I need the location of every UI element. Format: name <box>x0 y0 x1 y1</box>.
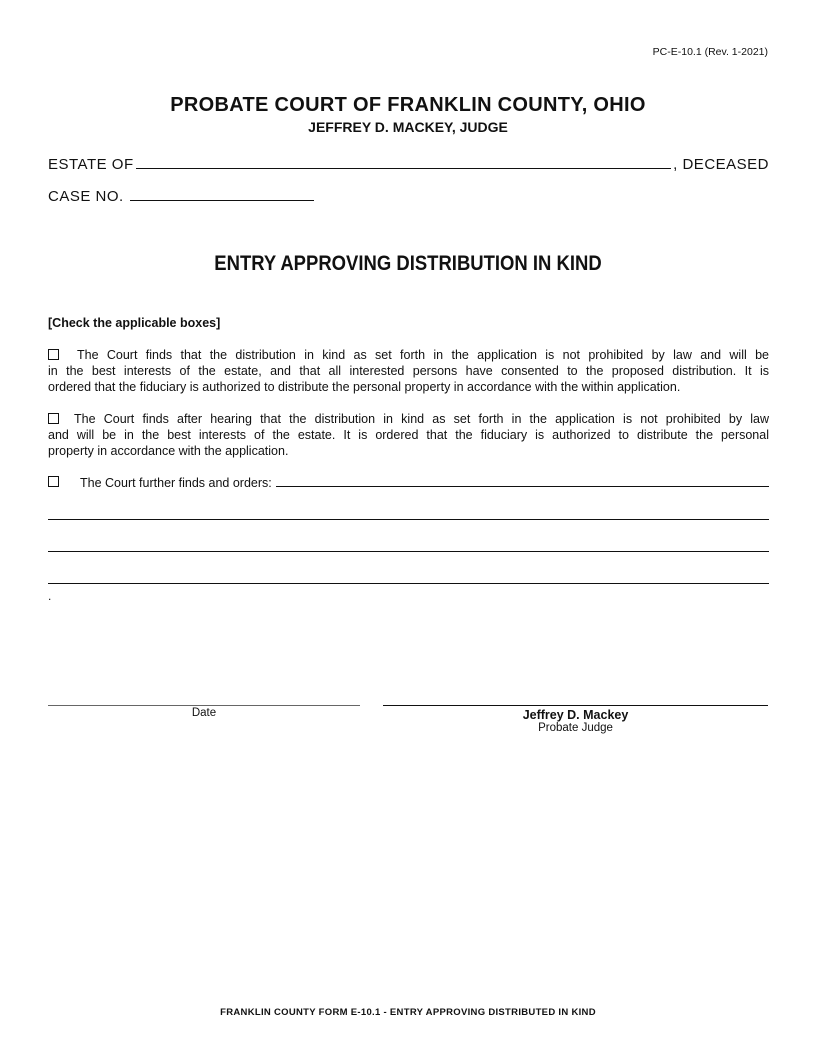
date-line[interactable] <box>48 705 360 706</box>
option-2-checkbox[interactable] <box>48 413 59 424</box>
case-row <box>48 186 314 205</box>
option-1 <box>48 347 769 395</box>
judge-signature-line[interactable] <box>383 705 768 706</box>
period: . <box>48 589 52 603</box>
instructions: [Check the applicable boxes] <box>48 316 221 330</box>
estate-name-field[interactable] <box>136 154 672 169</box>
option-3 <box>48 475 769 491</box>
option-2-line-2: and will be in the best interests of the estate. It is ordered that the fiduciary is authorized to distribute the personal <box>48 428 769 442</box>
estate-row <box>48 154 769 173</box>
option-1-checkbox[interactable] <box>48 349 59 360</box>
estate-label: ESTATE OF <box>48 156 134 173</box>
option-1-line-2: in the best interests of the estate, and that all interested persons have consented to the proposed distribution. It is <box>48 364 769 378</box>
further-orders-line-4[interactable] <box>48 583 769 584</box>
option-1-line-1: The Court finds that the distribution in kind as set forth in the application is not prohibited by law and will be <box>77 348 769 362</box>
court-name: PROBATE COURT OF FRANKLIN COUNTY, OHIO <box>170 94 646 116</box>
further-orders-line-3[interactable] <box>48 551 769 552</box>
option-1-line-3: ordered that the fiduciary is authorized to distribute the personal property in accordance with the within application. <box>48 380 681 394</box>
judge-name-header: JEFFREY D. MACKEY, JUDGE <box>308 119 508 135</box>
case-number-field[interactable] <box>130 186 314 201</box>
option-3-checkbox[interactable] <box>48 476 59 487</box>
footer: FRANKLIN COUNTY FORM E-10.1 - ENTRY APPROVING DISTRIBUTED IN KIND <box>220 1007 596 1018</box>
judge-name: Jeffrey D. Mackey <box>522 708 629 722</box>
option-2-line-3: property in accordance with the application. <box>48 444 289 458</box>
option-2-line-1: The Court finds after hearing that the distribution in kind as set forth in the application is not prohibited by law <box>74 412 769 426</box>
page-title: ENTRY APPROVING DISTRIBUTION IN KIND <box>214 252 602 275</box>
form-number: PC-E-10.1 (Rev. 1-2021) <box>652 46 768 58</box>
deceased-label: , DECEASED <box>673 156 769 173</box>
further-orders-line-2[interactable] <box>48 519 769 520</box>
option-3-label: The Court further finds and orders: <box>80 476 272 490</box>
case-label: CASE NO. <box>48 188 124 205</box>
date-label: Date <box>191 707 217 719</box>
judge-title: Probate Judge <box>538 722 613 734</box>
further-orders-field[interactable] <box>276 475 769 487</box>
option-2 <box>48 411 769 459</box>
